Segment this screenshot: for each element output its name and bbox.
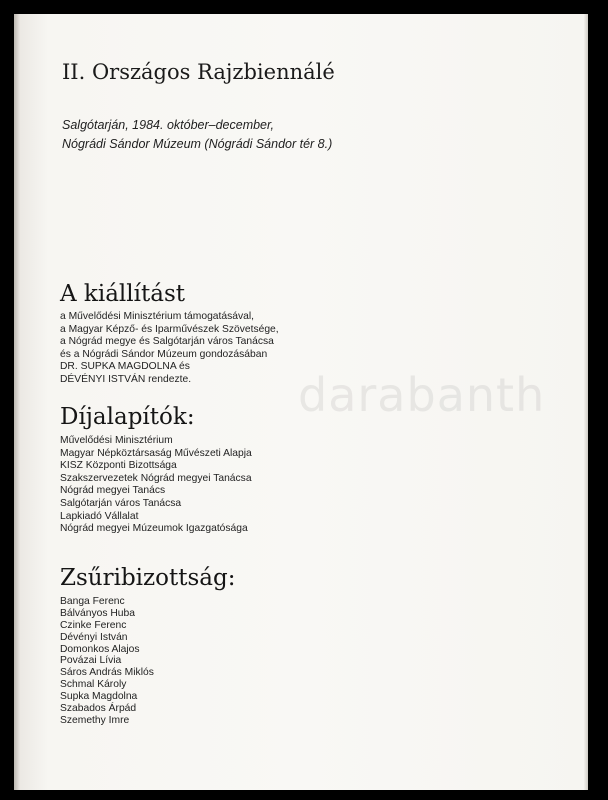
jury-member: Szemethy Imre — [60, 714, 130, 726]
jury-member: Bálványos Huba — [60, 607, 135, 619]
founders-heading: Díjalapítók: — [60, 404, 195, 430]
jury-heading: Zsűribizottság: — [60, 565, 236, 591]
jury-member: Povázai Lívia — [60, 655, 122, 667]
jury-member: Schmal Károly — [60, 679, 127, 691]
binding-edge — [14, 14, 20, 790]
jury-member: Banga Ferenc — [60, 596, 125, 607]
founder-item: Lapkiadó Vállalat — [60, 510, 139, 522]
exhibition-line: DÉVÉNYI ISTVÁN rendezte. — [60, 373, 192, 385]
exhibition-line: és a Nógrádi Sándor Múzeum gondozásában — [60, 348, 268, 360]
exhibition-text — [60, 311, 279, 387]
founder-item: Magyar Népköztársaság Művészeti Alapja — [60, 447, 252, 459]
jury-list — [60, 596, 154, 727]
location-line-2: Nógrádi Sándor Múzeum (Nógrádi Sándor tér 8.) — [62, 137, 333, 151]
page-edge — [584, 14, 588, 790]
exhibition-line: a Nógrád megye és Salgótarján város Tanácsa — [60, 336, 274, 348]
exhibition-heading: A kiállítást — [60, 281, 185, 307]
exhibition-line: a Magyar Képző- és Iparművészek Szövetsége, — [60, 323, 279, 335]
location-line-1: Salgótarján, 1984. október–december, — [62, 118, 274, 132]
exhibition-line: a Művelődési Minisztérium támogatásával, — [60, 311, 255, 322]
jury-member: Domonkos Alajos — [60, 643, 140, 655]
founder-item: Salgótarján város Tanácsa — [60, 497, 182, 509]
founder-item: Szakszervezetek Nógrád megyei Tanácsa — [60, 472, 252, 484]
jury-member: Supka Magdolna — [60, 691, 138, 703]
jury-member: Sáros András Miklós — [60, 667, 154, 679]
jury-member: Czinke Ferenc — [60, 619, 127, 631]
jury-member: Dévényi István — [60, 631, 128, 643]
founders-list — [60, 435, 252, 536]
watermark: darabanth — [298, 368, 546, 422]
page-title: II. Országos Rajzbiennálé — [62, 60, 335, 84]
founder-item: Nógrád megyei Tanács — [60, 485, 166, 497]
founder-item: Nógrád megyei Múzeumok Igazgatósága — [60, 523, 248, 535]
exhibition-line: DR. SUPKA MAGDOLNA és — [60, 361, 190, 373]
jury-member: Szabados Árpád — [60, 703, 137, 715]
founder-item: KISZ Központi Bizottsága — [60, 460, 177, 472]
founder-item: Művelődési Minisztérium — [60, 435, 173, 446]
